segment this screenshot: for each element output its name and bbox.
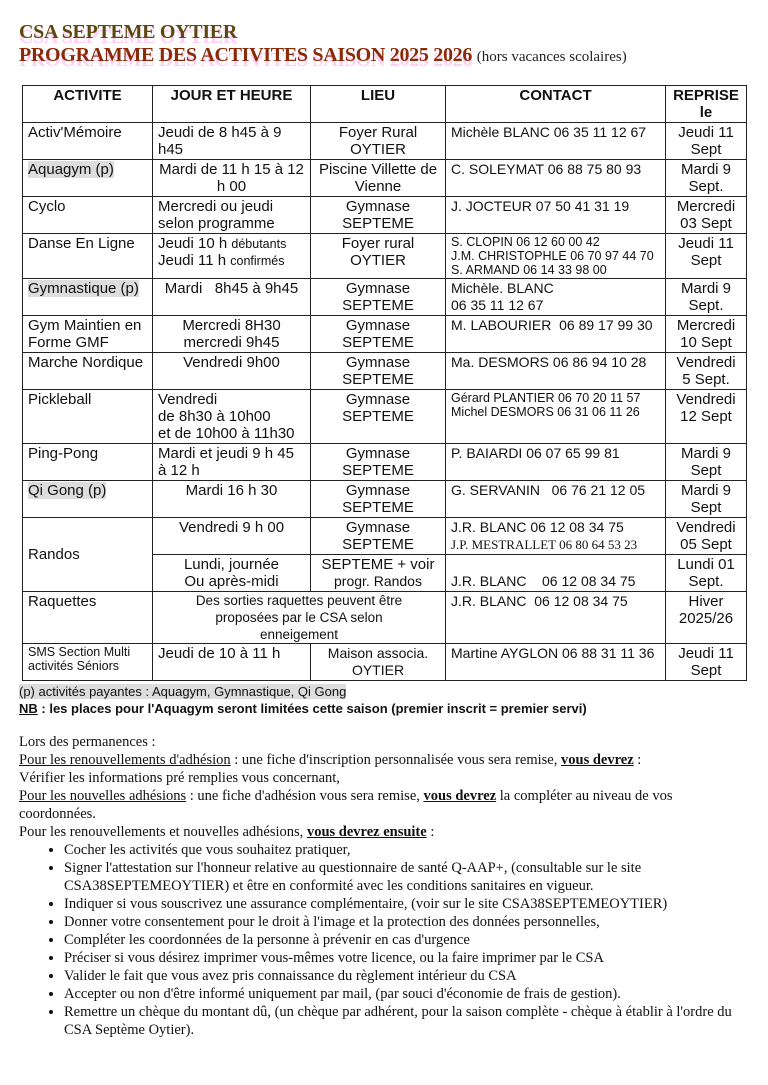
table-row <box>23 316 747 353</box>
cell-day: Des sorties raquettes peuvent être proposées par le CSA selon enneigement <box>153 592 446 644</box>
cell-activity: SMS Section Multi activités Séniors <box>23 644 153 681</box>
contact-line: Michèle. BLANC <box>451 280 554 296</box>
cell-activity: Marche Nordique <box>23 353 153 390</box>
cell-contact <box>446 234 666 279</box>
table-row <box>23 518 747 555</box>
cell-place: Gymnase SEPTEME <box>311 316 446 353</box>
cell-place: Piscine Villette de Vienne <box>311 160 446 197</box>
table-row <box>23 644 747 681</box>
cell-contact: J. JOCTEUR 07 50 41 31 19 <box>446 197 666 234</box>
table-row <box>23 197 747 234</box>
cell-contact: Martine AYGLON 06 88 31 11 36 <box>446 644 666 681</box>
list-item: • Signer l'attestation sur l'honneur relative au questionnaire de santé Q-AAP+, (consultable sur le site CSA38SEPTEMEOYTIER) et être en conformité avec les conditions sanitaires en vigueur. <box>64 859 749 895</box>
nb-label: NB <box>19 701 38 716</box>
cell-place: Gymnase SEPTEME <box>311 279 446 316</box>
aquagym-note <box>19 700 768 717</box>
cell-day: Vendredi 9h00 <box>153 353 311 390</box>
paid-note-text: (p) activités payantes : Aquagym, Gymnastique, Qi Gong <box>19 684 347 699</box>
cell-resume: Vendredi 05 Sept <box>666 518 747 555</box>
day-line: et de 10h00 à 11h30 <box>158 425 295 442</box>
cell-contact: J.R. BLANC 06 12 08 34 75 <box>446 592 666 644</box>
intro-text: Lors des permanences : <box>19 734 156 750</box>
contact-line: J.M. CHRISTOPHLE 06 70 97 44 70 <box>451 249 654 263</box>
cell-place <box>311 555 446 592</box>
cell-resume: Vendredi 5 Sept. <box>666 353 747 390</box>
day-line: Mercredi 8H30 <box>182 317 281 334</box>
table-row <box>23 353 747 390</box>
day-line: mercredi 9h45 <box>183 334 280 351</box>
cell-contact: C. SOLEYMAT 06 88 75 80 93 <box>446 160 666 197</box>
cell-activity <box>23 160 153 197</box>
header-reprise: REPRISE le <box>666 86 747 123</box>
header-lieu: LIEU <box>311 86 446 123</box>
cell-contact <box>446 518 666 555</box>
program-title <box>19 44 627 67</box>
cell-activity: Cyclo <box>23 197 153 234</box>
both-end: : <box>426 824 435 840</box>
contact-line: J.R. BLANC 06 12 08 34 75 <box>451 519 624 535</box>
cell-day <box>153 390 311 444</box>
both-paragraph <box>19 823 749 841</box>
new-end: la compléter au niveau de vos coordonnées. <box>19 788 673 822</box>
list-item: • Donner votre consentement pour le droit à l'image et la protection des données personnelles, <box>64 913 749 931</box>
list-item: • Indiquer si vous souscrivez une assurance complémentaire, (voir sur le site CSA38SEPTEMEOYTIER) <box>64 895 749 913</box>
table-row <box>23 444 747 481</box>
day-line: de 8h30 à 10h00 <box>158 408 271 425</box>
cell-resume: Mardi 9 Sept <box>666 444 747 481</box>
content-flow <box>0 85 768 1039</box>
cell-activity: Randos <box>23 518 153 592</box>
cell-activity: Activ'Mémoire <box>23 123 153 160</box>
must-label: vous devrez <box>561 752 634 768</box>
activities-table <box>22 85 747 681</box>
day-level: confirmés <box>230 254 285 268</box>
cell-resume: Lundi 01 Sept. <box>666 555 747 592</box>
cell-contact <box>446 390 666 444</box>
cell-contact: M. LABOURIER 06 89 17 99 30 <box>446 316 666 353</box>
header-activite: ACTIVITE <box>23 86 153 123</box>
cell-place: Foyer Rural OYTIER <box>311 123 446 160</box>
cell-activity <box>23 481 153 518</box>
place-line: SEPTEME + voir <box>321 556 435 573</box>
day-line: Jeudi 10 h <box>158 235 228 252</box>
cell-resume: Jeudi 11 Sept <box>666 234 747 279</box>
cell-day: Jeudi de 10 à 11 h <box>153 644 311 681</box>
cell-day <box>153 316 311 353</box>
cell-activity: Pickleball <box>23 390 153 444</box>
program-title-text: PROGRAMME DES ACTIVITES SAISON 2025 2026 <box>19 44 473 66</box>
table-row <box>23 592 747 644</box>
day-line: Lundi, journée <box>183 556 280 573</box>
contact-line: J.P. MESTRALLET 06 80 64 53 23 <box>451 537 638 552</box>
header-jour: JOUR ET HEURE <box>153 86 311 123</box>
cell-place: Gymnase SEPTEME <box>311 444 446 481</box>
paid-activities-note <box>19 683 768 700</box>
list-item: • Valider le fait que vous avez pris connaissance du règlement intérieur du CSA <box>64 967 749 985</box>
list-item: • Cocher les activités que vous souhaitez pratiquer, <box>64 841 749 859</box>
cell-day: Vendredi 9 h 00 <box>153 518 311 555</box>
cell-day <box>153 555 311 592</box>
cell-resume: Mercredi 03 Sept <box>666 197 747 234</box>
list-item: • Accepter ou non d'être informé uniquement par mail, (par souci d'économie de frais de gestion). <box>64 985 749 1003</box>
cell-day <box>153 234 311 279</box>
contact-line: 06 35 11 12 67 <box>451 297 544 313</box>
renewal-text: : une fiche d'inscription personnalisée vous sera remise, <box>230 752 561 768</box>
cell-contact <box>446 279 666 316</box>
cell-place: Gymnase SEPTEME <box>311 353 446 390</box>
list-item: • Préciser si vous désirez imprimer vous-mêmes votre licence, ou la faire imprimer par le CSA <box>64 949 749 967</box>
renewal-end: : <box>633 752 642 768</box>
cell-activity: Ping-Pong <box>23 444 153 481</box>
activity-name: Qi Gong (p) <box>28 482 107 499</box>
new-member-paragraph <box>19 787 749 823</box>
cell-resume: Mercredi 10 Sept <box>666 316 747 353</box>
cell-contact: P. BAIARDI 06 07 65 99 81 <box>446 444 666 481</box>
cell-resume: Jeudi 11 Sept <box>666 644 747 681</box>
contact-line: Michel DESMORS 06 31 06 11 26 <box>451 405 640 419</box>
renewal-paragraph <box>19 751 749 769</box>
cell-resume: Mardi 9 Sept <box>666 481 747 518</box>
cell-resume: Hiver 2025/26 <box>666 592 747 644</box>
table-row <box>23 481 747 518</box>
cell-resume: Mardi 9 Sept. <box>666 279 747 316</box>
day-line: Jeudi 11 h <box>158 252 227 269</box>
table-row <box>23 279 747 316</box>
activity-name: Aquagym (p) <box>28 161 114 178</box>
must-then-label: vous devrez ensuite <box>306 824 427 840</box>
cell-day: Mardi de 11 h 15 à 12 h 00 <box>153 160 311 197</box>
day-line: Vendredi <box>158 391 218 408</box>
new-label: Pour les nouvelles adhésions <box>19 788 187 804</box>
cell-day: Mardi 8h45 à 9h45 <box>153 279 311 316</box>
cell-place: Gymnase SEPTEME <box>311 518 446 555</box>
cell-day: Mardi et jeudi 9 h 45 à 12 h <box>153 444 311 481</box>
list-item: • Compléter les coordonnées de la personne à prévenir en cas d'urgence <box>64 931 749 949</box>
place-line: progr. Randos <box>334 573 422 589</box>
cell-resume: Vendredi 12 Sept <box>666 390 747 444</box>
must-label: vous devrez <box>423 788 497 804</box>
activity-name: Gymnastique (p) <box>28 280 139 297</box>
day-line: Ou après-midi <box>184 573 279 590</box>
cell-activity <box>23 279 153 316</box>
cell-resume: Jeudi 11 Sept <box>666 123 747 160</box>
nb-text: : les places pour l'Aquagym seront limitées cette saison (premier inscrit = premier servi) <box>37 701 587 716</box>
club-title: CSA SEPTEME OYTIER <box>19 21 237 43</box>
contact-line: S. CLOPIN 06 12 60 00 42 <box>451 235 600 249</box>
both-text: Pour les renouvellements et nouvelles adhésions, <box>19 824 307 840</box>
cell-place: Maison associa. OYTIER <box>311 644 446 681</box>
cell-place: Foyer rural OYTIER <box>311 234 446 279</box>
cell-activity: Gym Maintien en Forme GMF <box>23 316 153 353</box>
table-row <box>23 123 747 160</box>
cell-activity: Danse En Ligne <box>23 234 153 279</box>
registration-instructions <box>19 733 749 1039</box>
cell-contact: J.R. BLANC 06 12 08 34 75 <box>446 555 666 592</box>
contact-line: Gérard PLANTIER 06 70 20 11 57 <box>451 391 641 405</box>
list-item: • Remettre un chèque du montant dû, (un chèque par adhérent, pour la saison complète - chèque à établir à l'ordre du CSA Septème Oytier). <box>64 1003 749 1039</box>
cell-contact: G. SERVANIN 06 76 21 12 05 <box>446 481 666 518</box>
cell-contact: Ma. DESMORS 06 86 94 10 28 <box>446 353 666 390</box>
cell-day: Jeudi de 8 h45 à 9 h45 <box>153 123 311 160</box>
new-text: : une fiche d'adhésion vous sera remise, <box>186 788 424 804</box>
cell-activity: Raquettes <box>23 592 153 644</box>
cell-day: Mercredi ou jeudi selon programme <box>153 197 311 234</box>
table-row <box>23 234 747 279</box>
cell-place: Gymnase SEPTEME <box>311 197 446 234</box>
cell-day: Mardi 16 h 30 <box>153 481 311 518</box>
renewal-line2: Vérifier les informations pré remplies vous concernant, <box>19 770 340 786</box>
table-row <box>23 160 747 197</box>
steps-list <box>19 841 749 1039</box>
program-subtitle: (hors vacances scolaires) <box>476 49 627 65</box>
cell-place: Gymnase SEPTEME <box>311 390 446 444</box>
day-level: débutants <box>231 237 287 251</box>
cell-place: Gymnase SEPTEME <box>311 481 446 518</box>
contact-line: S. ARMAND 06 14 33 98 00 <box>451 263 607 277</box>
cell-resume: Mardi 9 Sept. <box>666 160 747 197</box>
cell-contact: Michèle BLANC 06 35 11 12 67 <box>446 123 666 160</box>
header-contact: CONTACT <box>446 86 666 123</box>
table-row <box>23 390 747 444</box>
table-header-row <box>23 86 747 123</box>
renewal-label: Pour les renouvellements d'adhésion <box>19 752 231 768</box>
